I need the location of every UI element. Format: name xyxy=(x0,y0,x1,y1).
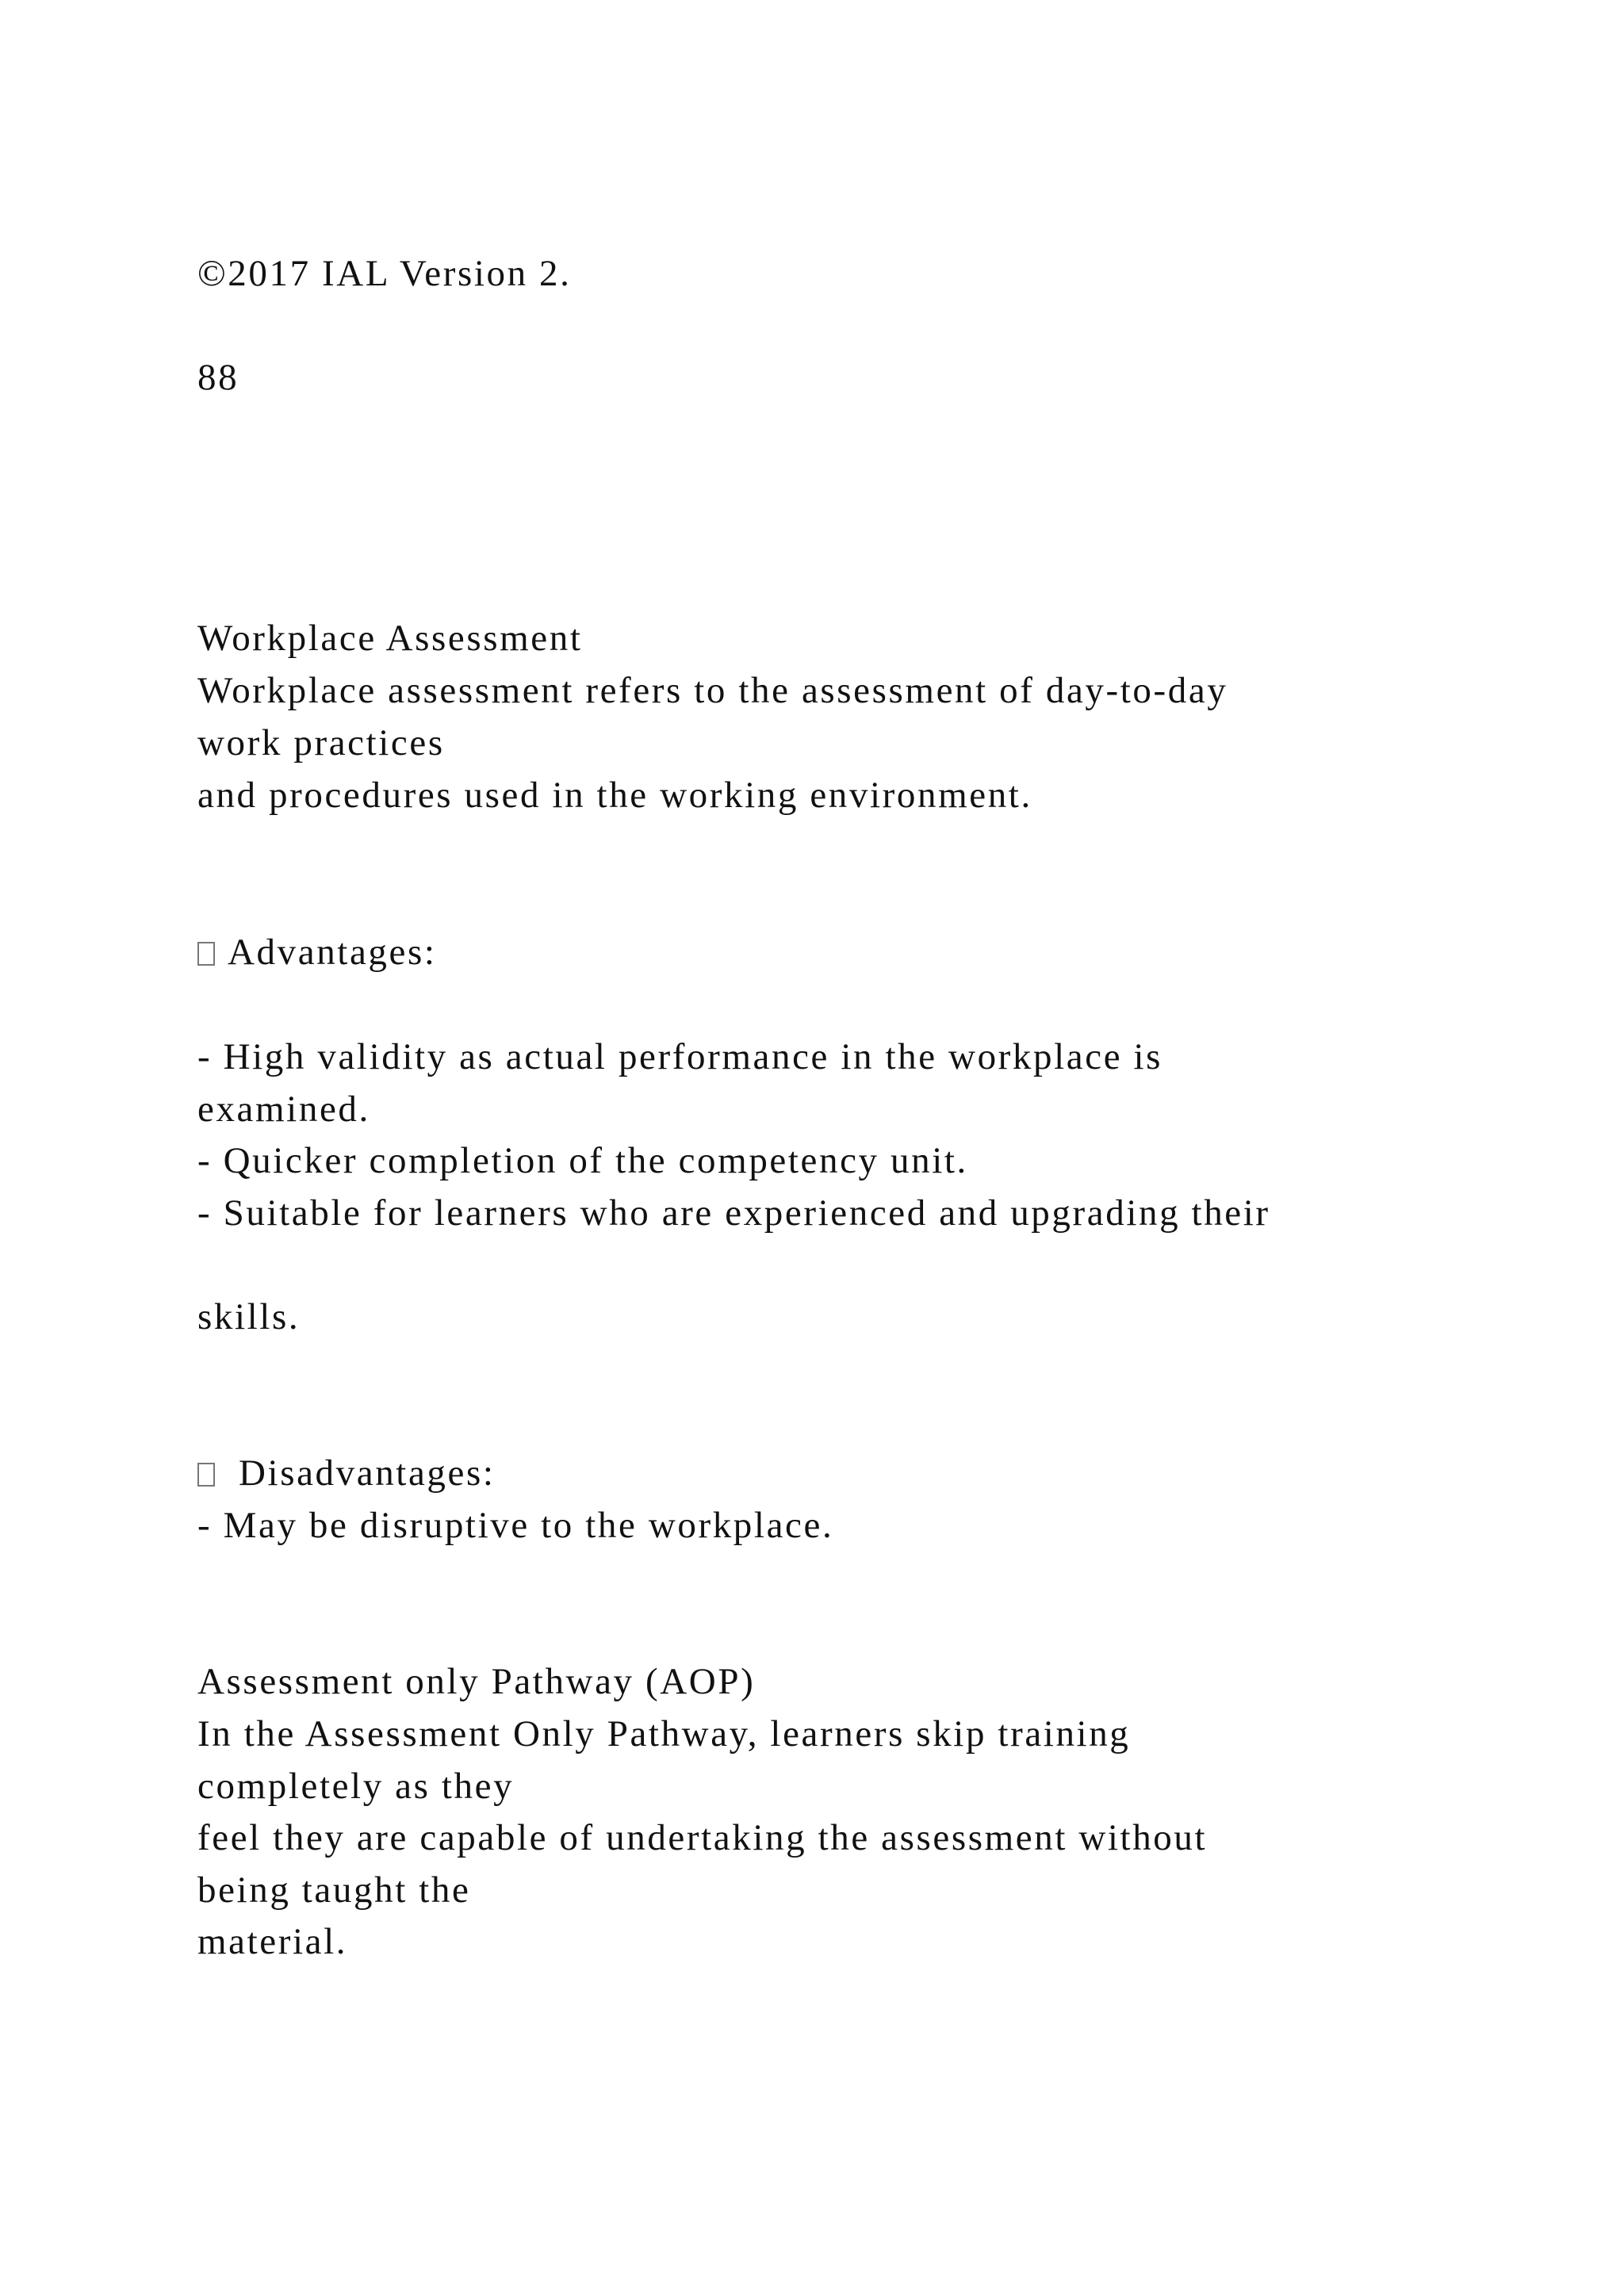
missing-glyph-box-icon xyxy=(197,942,215,966)
workplace-assessment-text-line: work practices xyxy=(197,722,445,763)
assessment-only-pathway-text-line: material. xyxy=(197,1921,348,1962)
assessment-only-pathway-text-line: feel they are capable of undertaking the assessment without xyxy=(197,1817,1208,1858)
copyright-notice: ©2017 IAL Version 2. xyxy=(197,253,572,294)
advantages-heading xyxy=(197,934,437,971)
assessment-only-pathway-text-line: In the Assessment Only Pathway, learners skip training xyxy=(197,1713,1131,1755)
disadvantages-label: Disadvantages: xyxy=(239,1452,496,1494)
advantages-label: Advantages: xyxy=(228,932,437,973)
advantages-text-line: - Quicker completion of the competency unit. xyxy=(197,1140,968,1181)
advantages-text-line: examined. xyxy=(197,1089,370,1130)
page-number: 88 xyxy=(197,357,239,398)
assessment-only-pathway-heading: Assessment only Pathway (AOP) xyxy=(197,1661,756,1702)
advantages-text-line: skills. xyxy=(197,1296,301,1337)
workplace-assessment-heading: Workplace Assessment xyxy=(197,618,583,659)
disadvantages-text-line: - May be disruptive to the workplace. xyxy=(197,1505,834,1546)
assessment-only-pathway-text-line: being taught the xyxy=(197,1869,471,1911)
missing-glyph-box-icon xyxy=(197,1463,215,1487)
disadvantages-heading xyxy=(197,1452,496,1494)
workplace-assessment-text-line: Workplace assessment refers to the assessment of day-to-day xyxy=(197,670,1228,711)
advantages-text-line: - Suitable for learners who are experienced and upgrading their xyxy=(197,1192,1270,1234)
workplace-assessment-text-line: and procedures used in the working environment. xyxy=(197,775,1032,816)
advantages-text-line: - High validity as actual performance in the workplace is xyxy=(197,1036,1163,1077)
assessment-only-pathway-text-line: completely as they xyxy=(197,1766,515,1807)
